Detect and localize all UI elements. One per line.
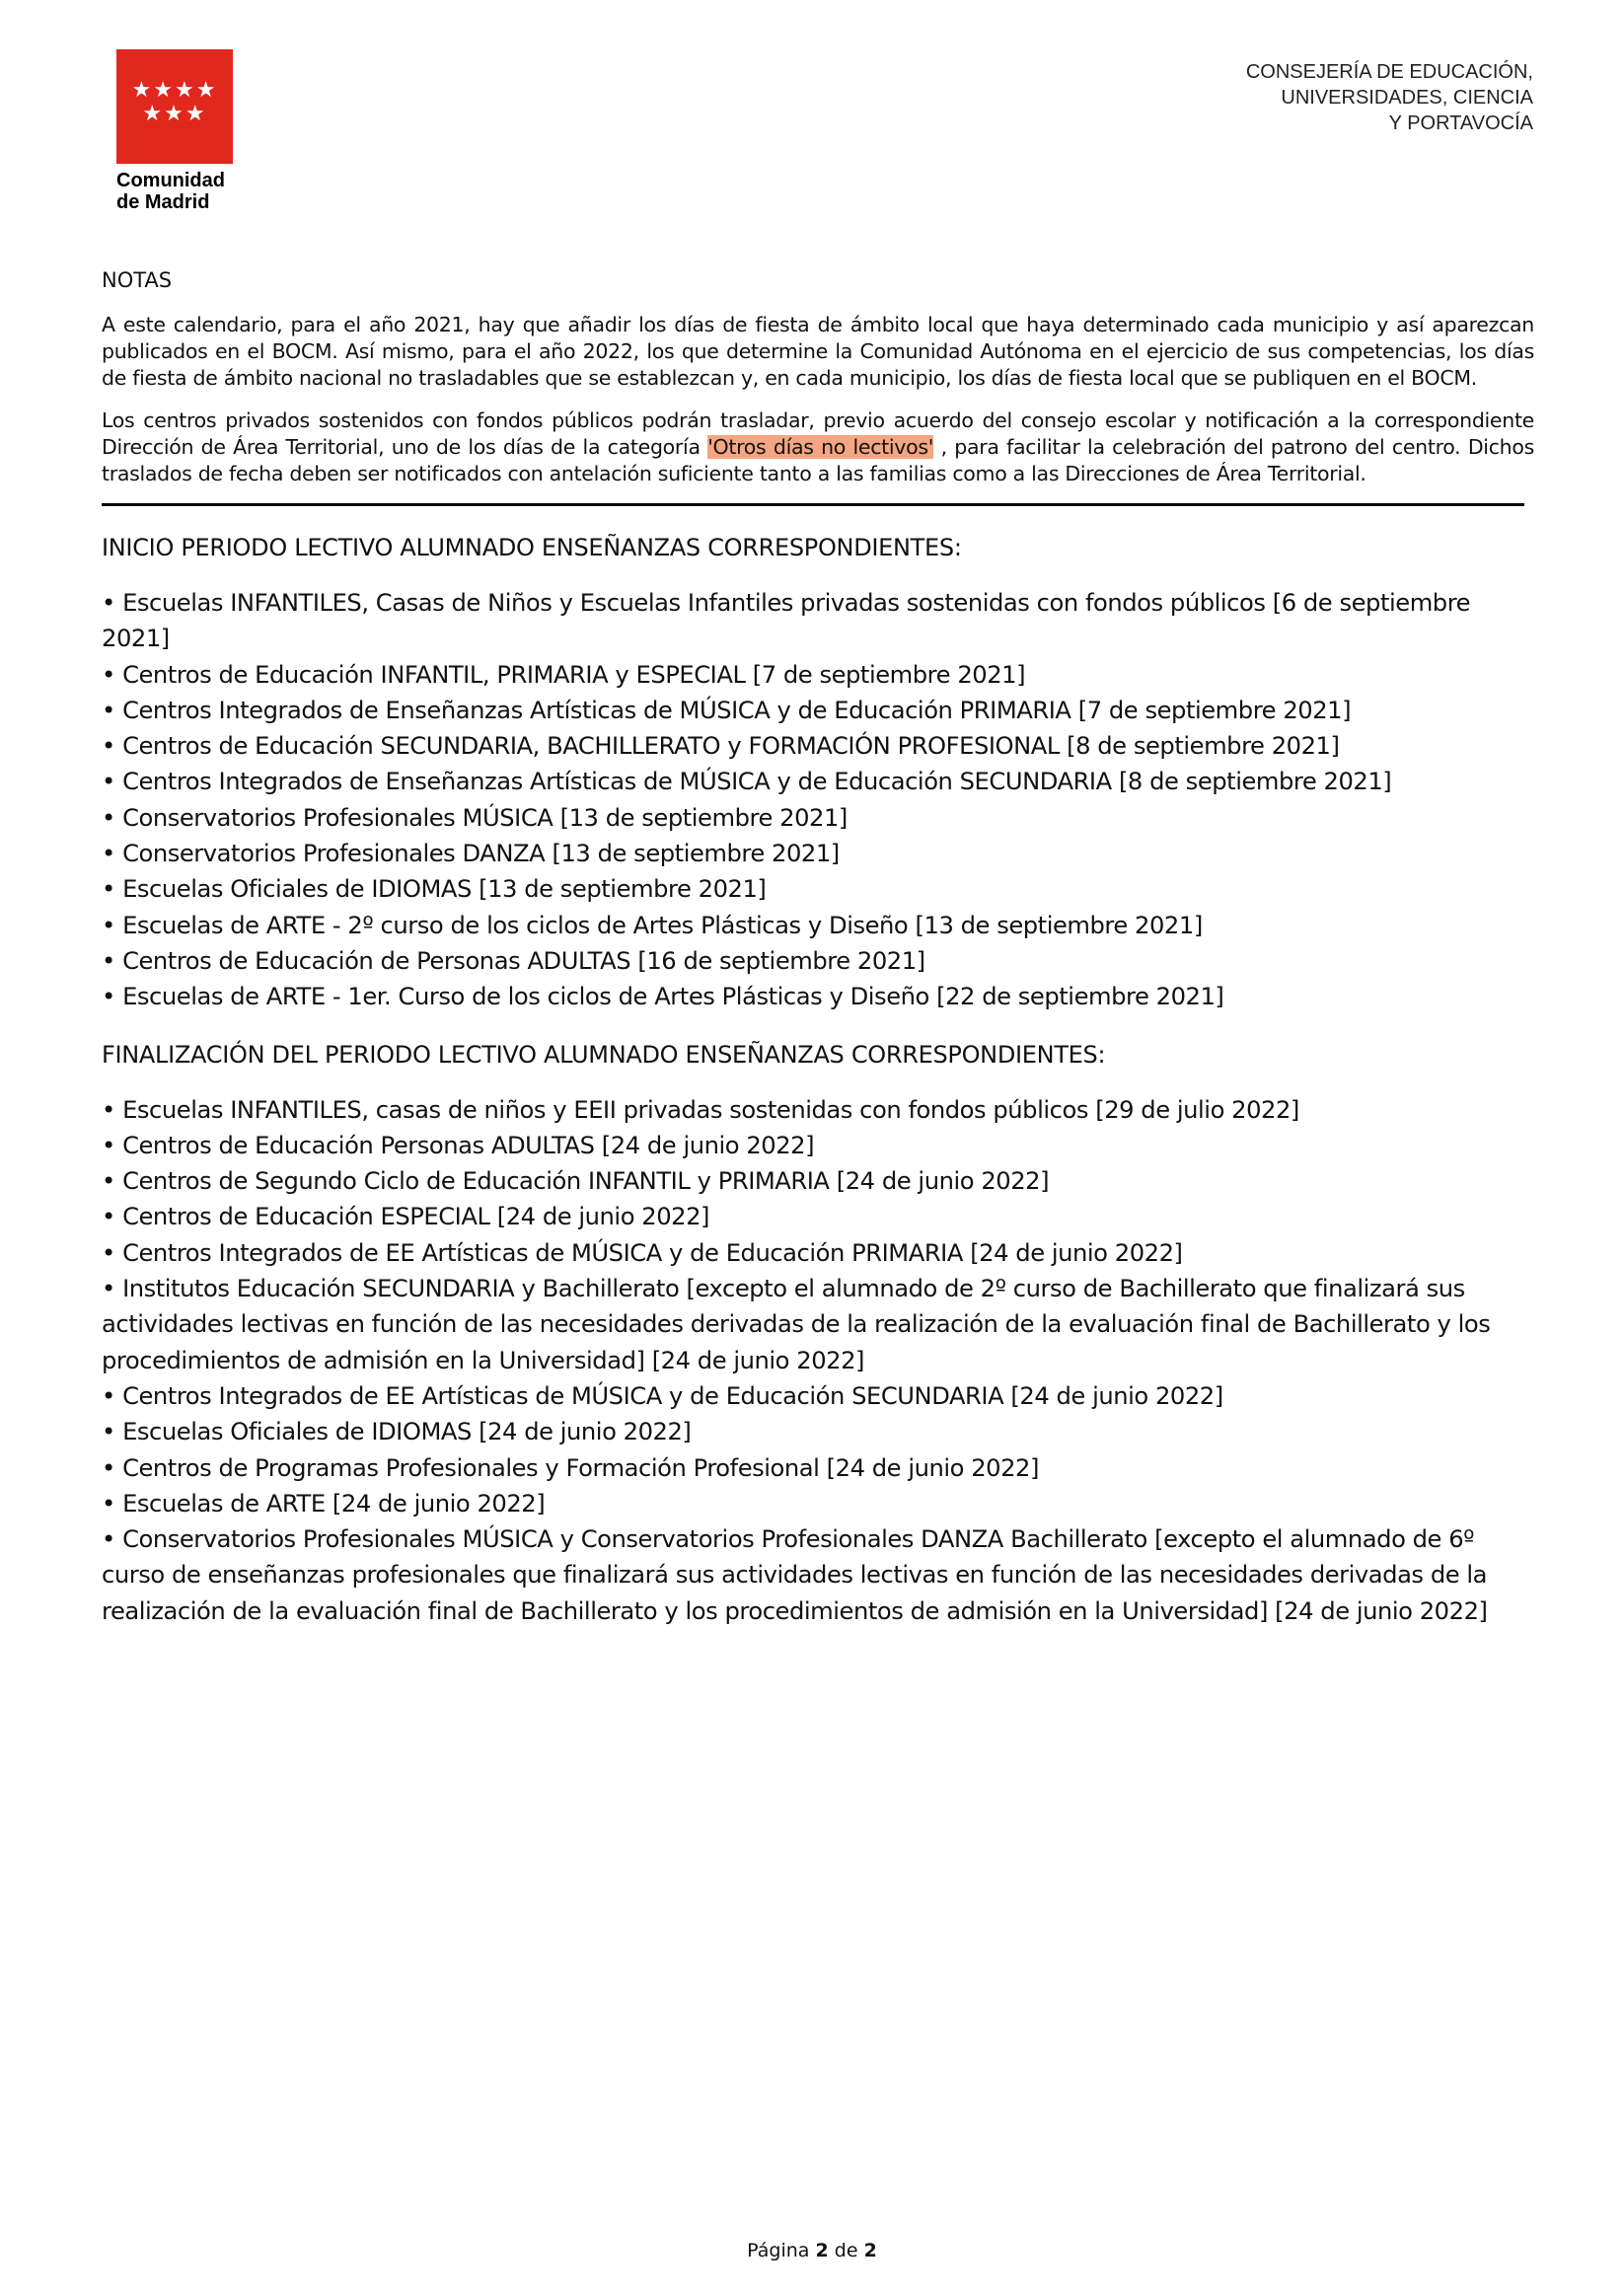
list-item: • Escuelas de ARTE - 2º curso de los ciclos de Artes Plásticas y Diseño [13 de septiembre 2021] (102, 908, 1534, 943)
section-divider (102, 503, 1524, 506)
dept-line-3: Y PORTAVOCÍA (1388, 112, 1533, 134)
inicio-list (102, 585, 1534, 1015)
page-of: de (834, 2240, 858, 2261)
notas-paragraph-2-before: Los centros privados sostenidos con fondos públicos podrán trasladar, previo acuerdo del consejo escolar y notificación a la correspondiente Dirección de Área Territorial, uno de los días de la categoría (102, 408, 1534, 459)
list-item: • Centros de Educación de Personas ADULTAS [16 de septiembre 2021] (102, 943, 1534, 979)
list-item: • Conservatorios Profesionales MÚSICA y Conservatorios Profesionales DANZA Bachillerato [excepto el alumnado de 6º curso de enseñanzas profesionales que finalizará sus actividades lectivas en función de las necesidades derivadas de la realización de la evaluación final de Bachillerato y los procedimientos de admisión en la Universidad] [24 de junio 2022] (102, 1521, 1534, 1629)
list-item: • Escuelas INFANTILES, casas de niños y EEII privadas sostenidas con fondos públicos [29 de julio 2022] (102, 1092, 1534, 1128)
list-item: • Centros de Segundo Ciclo de Educación INFANTIL y PRIMARIA [24 de junio 2022] (102, 1163, 1534, 1199)
page-label: Página (747, 2240, 810, 2261)
finalizacion-section-title: FINALIZACIÓN DEL PERIODO LECTIVO ALUMNADO ENSEÑANZAS CORRESPONDIENTES: (102, 1040, 1106, 1069)
logo-text (116, 170, 233, 213)
list-item: • Escuelas Oficiales de IDIOMAS [13 de septiembre 2021] (102, 871, 1534, 907)
list-item: • Centros Integrados de EE Artísticas de MÚSICA y de Educación PRIMARIA [24 de junio 2022] (102, 1235, 1534, 1271)
notas-title: NOTAS (102, 268, 173, 292)
list-item: • Conservatorios Profesionales MÚSICA [13 de septiembre 2021] (102, 800, 1534, 836)
page-current: 2 (815, 2240, 829, 2261)
page-footer (0, 2240, 1624, 2261)
comunidad-de-madrid-logo (116, 49, 233, 213)
finalizacion-list (102, 1092, 1534, 1629)
inicio-section-title: INICIO PERIODO LECTIVO ALUMNADO ENSEÑANZAS CORRESPONDIENTES: (102, 534, 962, 561)
dept-line-2: UNIVERSIDADES, CIENCIA (1281, 87, 1533, 109)
list-item: • Centros de Educación ESPECIAL [24 de junio 2022] (102, 1199, 1534, 1234)
logo-flag (116, 49, 233, 164)
list-item: • Escuelas de ARTE [24 de junio 2022] (102, 1486, 1534, 1521)
notas-paragraph-2 (102, 407, 1534, 487)
list-item: • Centros de Educación Personas ADULTAS [24 de junio 2022] (102, 1128, 1534, 1163)
logo-line-2: de Madrid (116, 191, 210, 213)
list-item: • Centros de Educación SECUNDARIA, BACHILLERATO y FORMACIÓN PROFESIONAL [8 de septiembre 2021] (102, 728, 1534, 764)
stars-icon: ★★★★ ★★★ (131, 78, 218, 126)
list-item: • Institutos Educación SECUNDARIA y Bachillerato [excepto el alumnado de 2º curso de Bachillerato que finalizará sus actividades lectivas en función de las necesidades derivadas de la realización de la evaluación final de Bachillerato y los procedimientos de admisión en la Universidad] [24 de junio 2022] (102, 1271, 1534, 1378)
page-total: 2 (863, 2240, 877, 2261)
otros-dias-highlight: 'Otros días no lectivos' (707, 435, 934, 459)
document-body (102, 266, 1534, 1653)
list-item: • Escuelas INFANTILES, Casas de Niños y Escuelas Infantiles privadas sostenidas con fondos públicos [6 de septiembre 2021] (102, 585, 1534, 657)
list-item: • Centros de Educación INFANTIL, PRIMARIA y ESPECIAL [7 de septiembre 2021] (102, 657, 1534, 693)
list-item: • Centros Integrados de Enseñanzas Artísticas de MÚSICA y de Educación PRIMARIA [7 de septiembre 2021] (102, 693, 1534, 728)
notas-paragraph-1: A este calendario, para el año 2021, hay que añadir los días de fiesta de ámbito local que haya determinado cada municipio y así aparezcan publicados en el BOCM. Así mismo, para el año 2022, los que determine la Comunidad Autónoma en el ejercicio de sus competencias, los días de fiesta de ámbito nacional no trasladables que se establezcan y, en cada municipio, los días de fiesta local que se publiquen en el BOCM. (102, 313, 1534, 390)
notas-paragraph-2-after: , para facilitar la celebración del patrono del centro. Dichos traslados de fecha deben ser notificados con antelación suficiente tanto a las familias como a las Direcciones de Área Territorial. (102, 435, 1534, 485)
list-item: • Conservatorios Profesionales DANZA [13 de septiembre 2021] (102, 836, 1534, 871)
list-item: • Centros de Programas Profesionales y Formación Profesional [24 de junio 2022] (102, 1450, 1534, 1486)
department-name (1246, 59, 1533, 136)
list-item: • Centros Integrados de EE Artísticas de MÚSICA y de Educación SECUNDARIA [24 de junio 2022] (102, 1378, 1534, 1414)
dept-line-1: CONSEJERÍA DE EDUCACIÓN, (1245, 61, 1533, 83)
logo-line-1: Comunidad (116, 170, 225, 191)
list-item: • Escuelas de ARTE - 1er. Curso de los ciclos de Artes Plásticas y Diseño [22 de septiembre 2021] (102, 979, 1534, 1014)
list-item: • Escuelas Oficiales de IDIOMAS [24 de junio 2022] (102, 1414, 1534, 1449)
list-item: • Centros Integrados de Enseñanzas Artísticas de MÚSICA y de Educación SECUNDARIA [8 de septiembre 2021] (102, 764, 1534, 799)
